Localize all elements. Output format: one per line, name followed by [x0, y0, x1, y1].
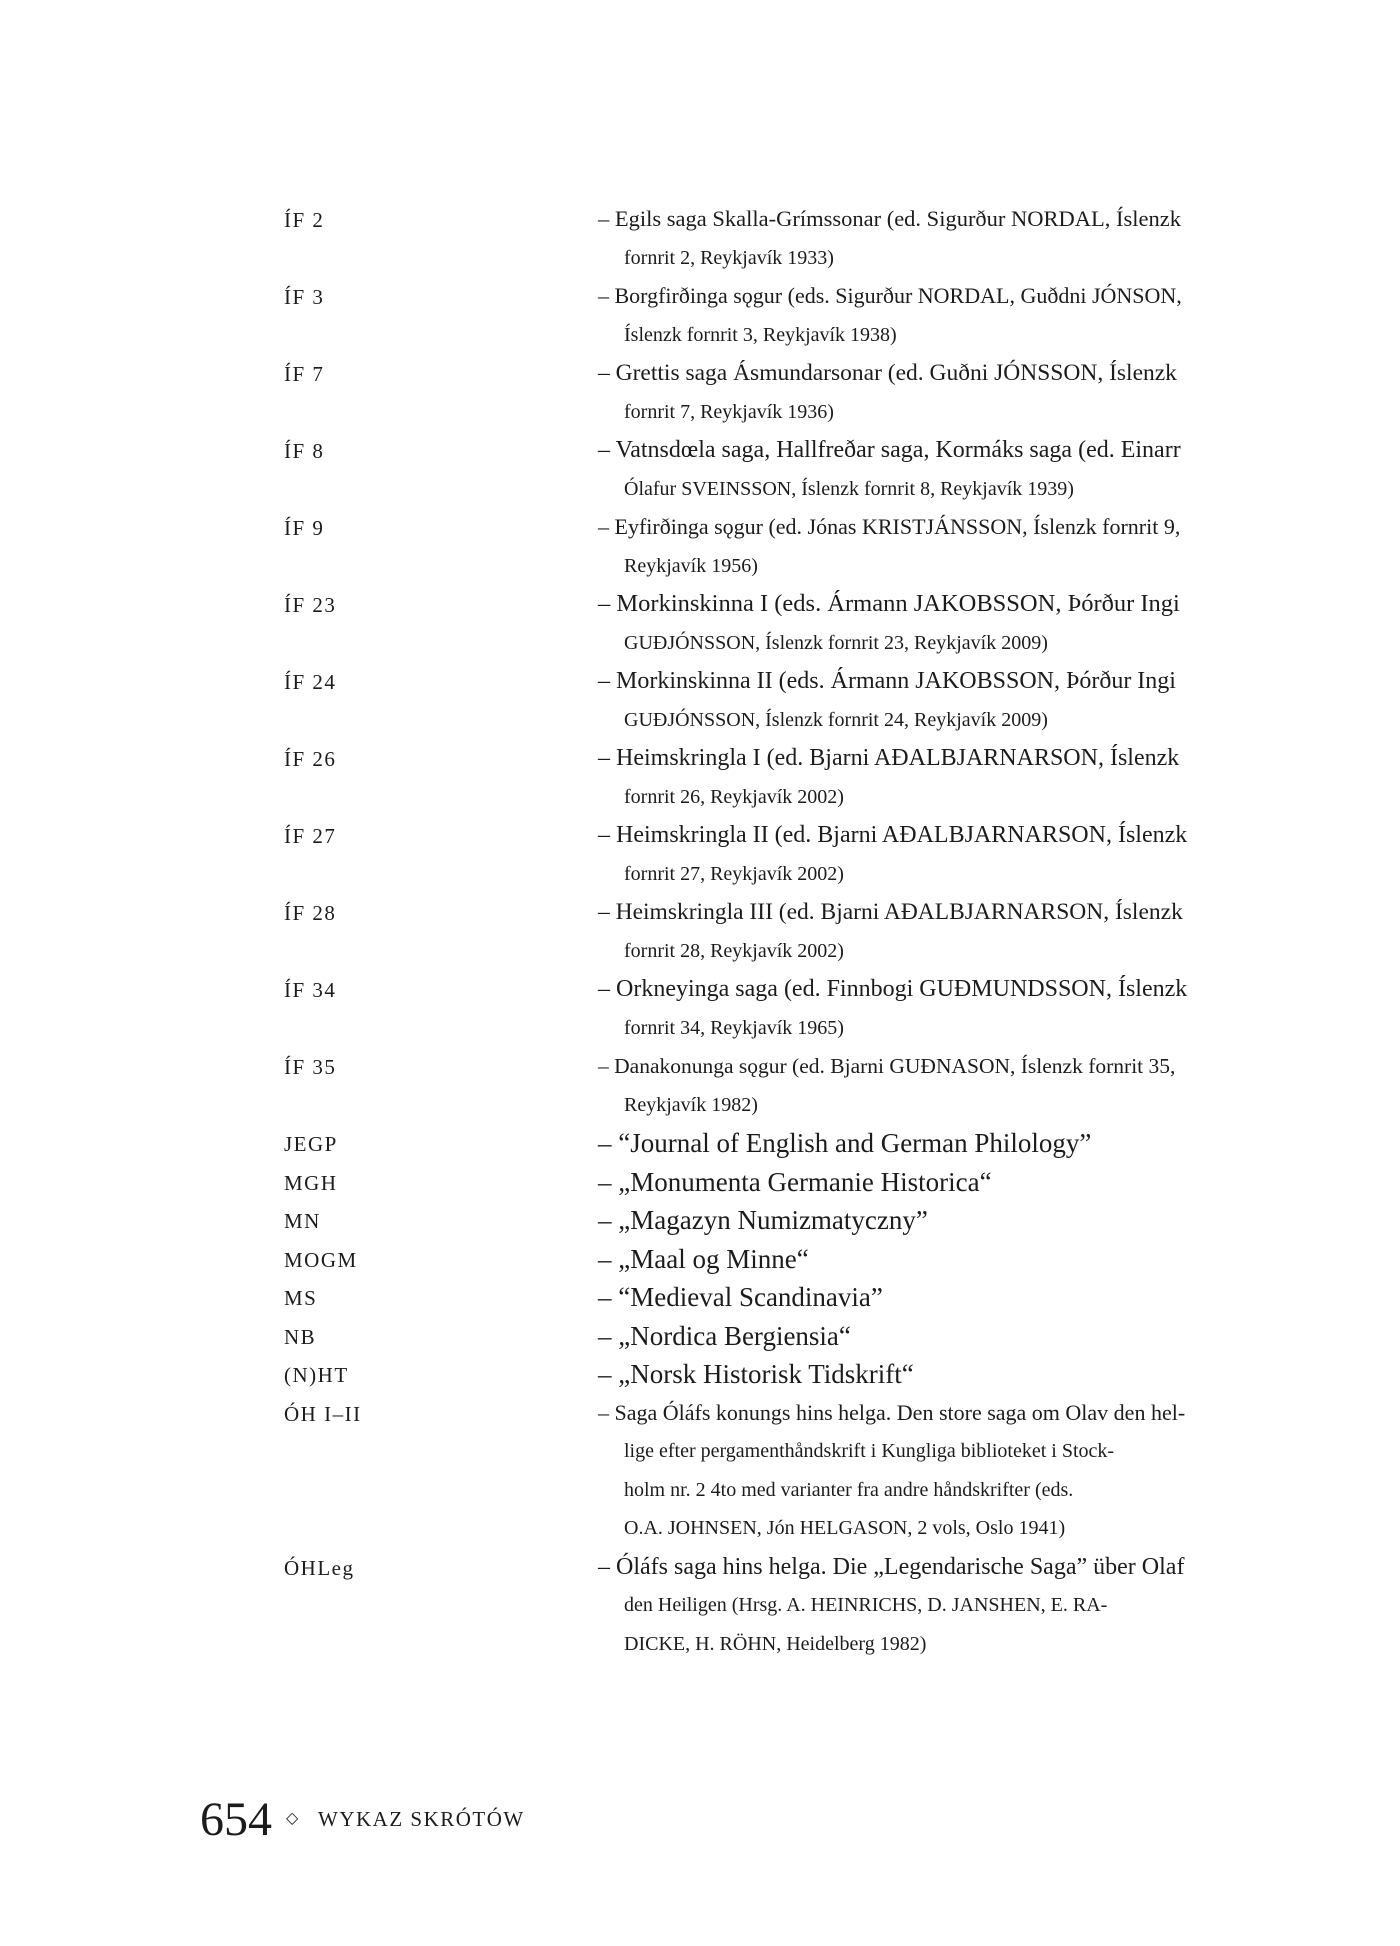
- entry-description: [598, 1317, 1186, 1356]
- entry-description-line: Íslenzk fornrit 3, Reykjavík 1938): [624, 323, 897, 346]
- entry-description-line: – Vatnsdœla saga, Hallfreðar saga, Kormáks saga (ed. Einarr: [598, 437, 1181, 463]
- entry-description-line: – Orkneyinga saga (ed. Finnbogi GUÐMUNDSSON, Íslenzk: [598, 976, 1188, 1002]
- entry-abbreviation: ÓHLeg: [284, 1555, 355, 1580]
- entry-description-line: fornrit 27, Reykjavík 2002): [624, 862, 844, 885]
- entry-description-line: – Óláfs saga hins helga. Die „Legendarische Saga” über Olaf: [598, 1553, 1185, 1580]
- entry-description-line: – “Medieval Scandinavia”: [598, 1282, 883, 1312]
- entry-description-line: Reykjavík 1956): [624, 554, 758, 577]
- entry-abbreviation: ÍF 7: [284, 362, 325, 386]
- entry-description-line: GUÐJÓNSSON, Íslenzk fornrit 23, Reykjavík 2009): [624, 631, 1048, 654]
- entry-description-line: fornrit 34, Reykjavík 1965): [624, 1016, 844, 1039]
- entry-description-line: – „Magazyn Numizmatyczny”: [598, 1205, 928, 1235]
- entry-abbreviation: ÍF 8: [284, 439, 325, 463]
- entry-abbreviation: MS: [284, 1286, 318, 1310]
- entry-abbreviation: ÍF 28: [284, 901, 337, 925]
- entry-description: [598, 1047, 1186, 1124]
- entry-abbreviation: ÍF 9: [284, 516, 325, 540]
- page-footer: [0, 1790, 1400, 1850]
- entry-description: [598, 739, 1186, 816]
- entry-abbreviation: JEGP: [284, 1132, 338, 1156]
- diamond-bullet-icon: ◇: [286, 1810, 299, 1827]
- entry-description: [598, 1394, 1186, 1548]
- entry-abbreviation: MN: [284, 1209, 321, 1233]
- entry-description: [598, 585, 1186, 662]
- entry-description: [598, 662, 1186, 739]
- entry-description-line: – Morkinskinna II (eds. Ármann JAKOBSSON, Þórður Ingi: [598, 668, 1176, 694]
- entry-description-line: – „Nordica Bergiensia“: [598, 1320, 851, 1351]
- entry-description-line: – Eyfirðinga sǫgur (ed. Jónas KRISTJÁNSSON, Íslenzk fornrit 9,: [598, 514, 1181, 539]
- entry-description: [598, 893, 1186, 970]
- entry-description: [598, 354, 1186, 431]
- entry-abbreviation: ÍF 23: [284, 593, 337, 617]
- entry-abbreviation: ÍF 2: [284, 208, 325, 232]
- entry-description-line: – Morkinskinna I (eds. Ármann JAKOBSSON, Þórður Ingi: [598, 590, 1180, 617]
- entry-description-line: – Heimskringla I (ed. Bjarni AÐALBJARNARSON, Íslenzk: [598, 745, 1180, 771]
- entry-abbreviation: MGH: [284, 1170, 338, 1195]
- entry-description: [598, 1201, 1186, 1240]
- entry-description-line: fornrit 26, Reykjavík 2002): [624, 785, 844, 808]
- entry-description: [598, 816, 1186, 893]
- entry-abbreviation: MOGM: [284, 1247, 358, 1272]
- entry-abbreviation: ÍF 34: [284, 978, 337, 1002]
- entry-description-line: GUÐJÓNSSON, Íslenzk fornrit 24, Reykjavík 2009): [624, 708, 1048, 731]
- entry-description: [598, 1163, 1186, 1202]
- entry-description-line: Ólafur SVEINSSON, Íslenzk fornrit 8, Reykjavík 1939): [624, 477, 1074, 500]
- entry-description: [598, 508, 1186, 585]
- entry-abbreviation: ÍF 24: [284, 670, 337, 694]
- entry-description: [598, 277, 1186, 354]
- entry-description-line: lige efter pergamenthåndskrift i Kungliga biblioteket i Stock-: [624, 1440, 1115, 1462]
- entry-description: [598, 200, 1186, 277]
- entry-description-line: DICKE, H. RÖHN, Heidelberg 1982): [624, 1632, 927, 1655]
- entry-description-line: – „Maal og Minne“: [598, 1243, 809, 1274]
- entry-description-line: – Saga Óláfs konungs hins helga. Den store saga om Olav den hel-: [598, 1399, 1186, 1425]
- entry-description-line: den Heiligen (Hrsg. A. HEINRICHS, D. JANSHEN, E. RA-: [624, 1594, 1108, 1616]
- entry-abbreviation: ÍF 26: [284, 747, 337, 771]
- entry-description-line: – „Monumenta Germanie Historica“: [598, 1166, 992, 1197]
- entry-abbreviation: ÍF 27: [284, 824, 337, 848]
- entry-description-line: O.A. JOHNSEN, Jón HELGASON, 2 vols, Oslo 1941): [624, 1517, 1066, 1539]
- entry-abbreviation: ÍF 35: [284, 1055, 337, 1079]
- entry-description: [598, 970, 1186, 1047]
- entry-description: [598, 1240, 1186, 1279]
- entry-description-line: fornrit 7, Reykjavík 1936): [624, 400, 834, 423]
- entry-description-line: – Egils saga Skalla-Grímssonar (ed. Sigurður NORDAL, Íslenzk: [598, 206, 1182, 231]
- entry-description: [598, 1278, 1186, 1317]
- entry-description-line: Reykjavík 1982): [624, 1093, 758, 1116]
- entry-abbreviation: ÍF 3: [284, 285, 325, 309]
- entry-description-line: – Heimskringla II (ed. Bjarni AÐALBJARNARSON, Íslenzk: [598, 822, 1188, 848]
- entry-description-line: – Danakonunga sǫgur (ed. Bjarni GUÐNASON, Íslenzk fornrit 35,: [598, 1054, 1176, 1078]
- running-head: WYKAZ SKRÓTÓW: [318, 1807, 525, 1831]
- entry-description-line: – “Journal of English and German Philology”: [598, 1128, 1092, 1158]
- entry-description: [598, 1355, 1186, 1394]
- entry-abbreviation: (N)HT: [284, 1363, 349, 1387]
- entry-description-line: fornrit 2, Reykjavík 1933): [624, 246, 834, 269]
- entry-description-line: – Borgfirðinga sǫgur (eds. Sigurður NORDAL, Guðdni JÓNSON,: [598, 283, 1182, 308]
- page-number: 654: [200, 1793, 272, 1846]
- entry-description: [598, 1124, 1186, 1163]
- entry-description-line: – Heimskringla III (ed. Bjarni AÐALBJARNARSON, Íslenzk: [598, 899, 1183, 925]
- entry-description: [598, 1548, 1186, 1664]
- entry-abbreviation: NB: [284, 1324, 317, 1349]
- entry-description-line: – Grettis saga Ásmundarsonar (ed. Guðni JÓNSSON, Íslenzk: [598, 360, 1177, 386]
- entry-description-line: – „Norsk Historisk Tidskrift“: [598, 1359, 914, 1389]
- entry-description-line: holm nr. 2 4to med varianter fra andre håndskrifter (eds.: [624, 1478, 1074, 1501]
- entry-abbreviation: ÓH I–II: [284, 1401, 362, 1426]
- entry-description: [598, 431, 1186, 508]
- entry-description-line: fornrit 28, Reykjavík 2002): [624, 939, 844, 962]
